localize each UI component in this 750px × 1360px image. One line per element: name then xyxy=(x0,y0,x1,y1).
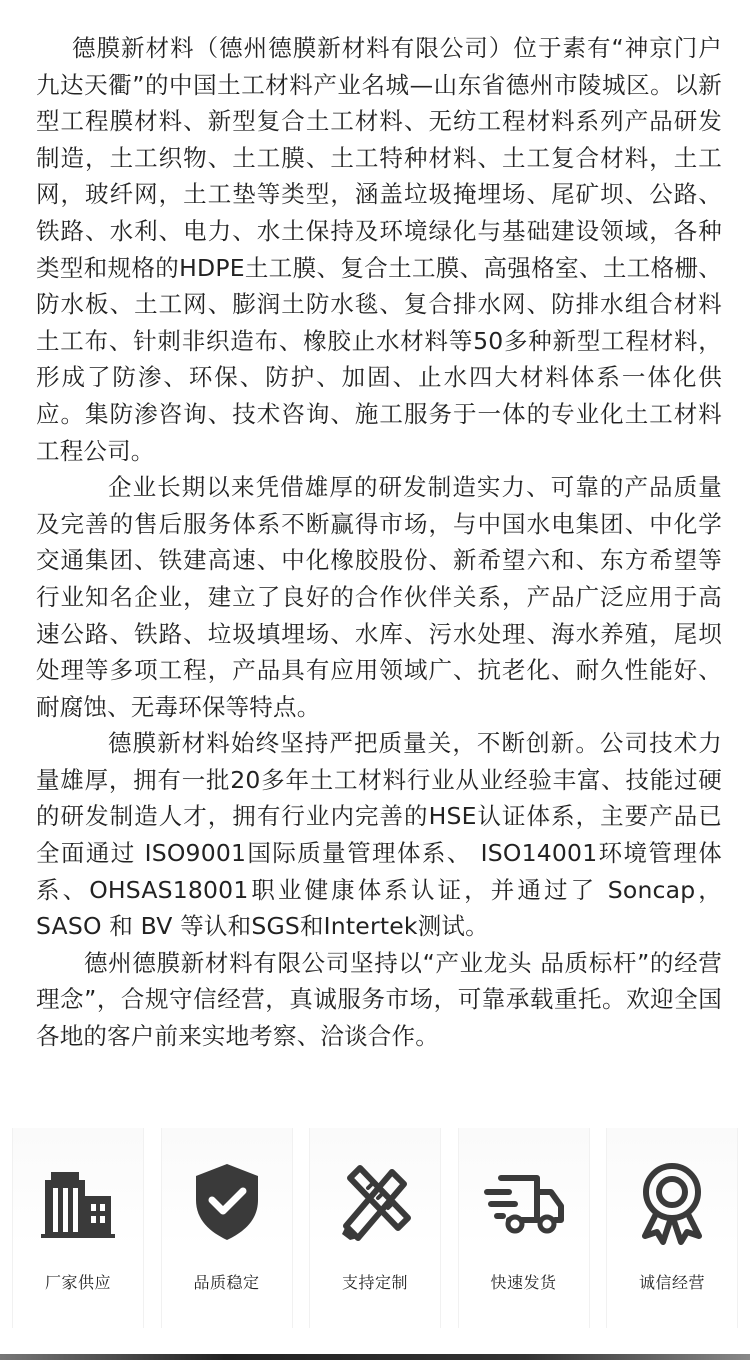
delivery-truck-icon xyxy=(479,1156,569,1246)
intro-paragraph-2: 企业长期以来凭借雄厚的研发制造实力、可靠的产品质量及完善的售后服务体系不断赢得市场，与中国水电集团、中化学交通集团、铁建高速、中化橡胶股份、新希望六和、东方希望等行业知名企业，建立了良好的合作伙伴关系，产品广泛应用于高速公路、铁路、垃圾填埋场、水库、污水处理、海水养殖，尾坝处理等多项工程，产品具有应用领域广、抗老化、耐久性能好、耐腐蚀、无毒环保等特点。 xyxy=(36,473,722,721)
feature-label: 支持定制 xyxy=(341,1273,408,1292)
pencil-ruler-icon xyxy=(330,1156,420,1246)
building-icon xyxy=(33,1156,123,1246)
intro-paragraph-4: 德州德膜新材料有限公司坚持以“产业龙头 品质标杆”的经营理念”，合规守信经营，真诚服务市场，可靠承载重托。欢迎全国各地的客户前来实地考察、洽谈合作。 xyxy=(36,948,722,1051)
feature-label: 品质稳定 xyxy=(193,1273,260,1292)
feature-strip xyxy=(0,1128,750,1328)
feature-label: 诚信经营 xyxy=(638,1273,705,1292)
feature-stable-quality xyxy=(161,1128,293,1328)
company-introduction xyxy=(36,30,722,1055)
feature-customization xyxy=(309,1128,441,1328)
bottom-divider xyxy=(0,1354,750,1360)
feature-integrity xyxy=(606,1128,738,1328)
feature-label: 快速发货 xyxy=(490,1273,557,1292)
intro-paragraph-1: 德膜新材料（德州德膜新材料有限公司）位于素有“神京门户九达天衢”的中国土工材料产业名城—山东省德州市陵城区。以新型工程膜材料、新型复合土工材料、无纺工程材料系列产品研发制造，土工织物、土工膜、土工特种材料、土工复合材料，土工网，玻纤网，土工垫等类型，涵盖垃圾掩埋场、尾矿坝、公路、铁路、水利、电力、水土保持及环境绿化与基础建设领域，各种类型和规格的HDPE土工膜、复合土工膜、高强格室、土工格栅、防水板、土工网、膨润土防水毯、复合排水网、防排水组合材料土工布、针刺非织造布、橡胶止水材料等50多种新型工程材料，形成了防渗、环保、防护、加固、止水四大材料体系一体化供应。集防渗咨询、技术咨询、施工服务于一体的专业化土工材料工程公司。 xyxy=(36,34,722,465)
award-ribbon-icon xyxy=(627,1156,717,1246)
feature-factory-supply xyxy=(12,1128,144,1328)
feature-label: 厂家供应 xyxy=(44,1273,111,1292)
intro-paragraph-3: 德膜新材料始终坚持严把质量关，不断创新。公司技术力量雄厚，拥有一批20多年土工材料行业从业经验丰富、技能过硬的研发制造人才，拥有行业内完善的HSE认证体系，主要产品已全面通过 ISO9001国际质量管理体系、 ISO14001环境管理体系、OHSAS18001职业健康体系认证，并通过了 Soncap，SASO 和 BV 等认和SGS和Intertek测试。 xyxy=(36,729,722,941)
feature-fast-delivery xyxy=(458,1128,590,1328)
shield-check-icon xyxy=(182,1156,272,1246)
